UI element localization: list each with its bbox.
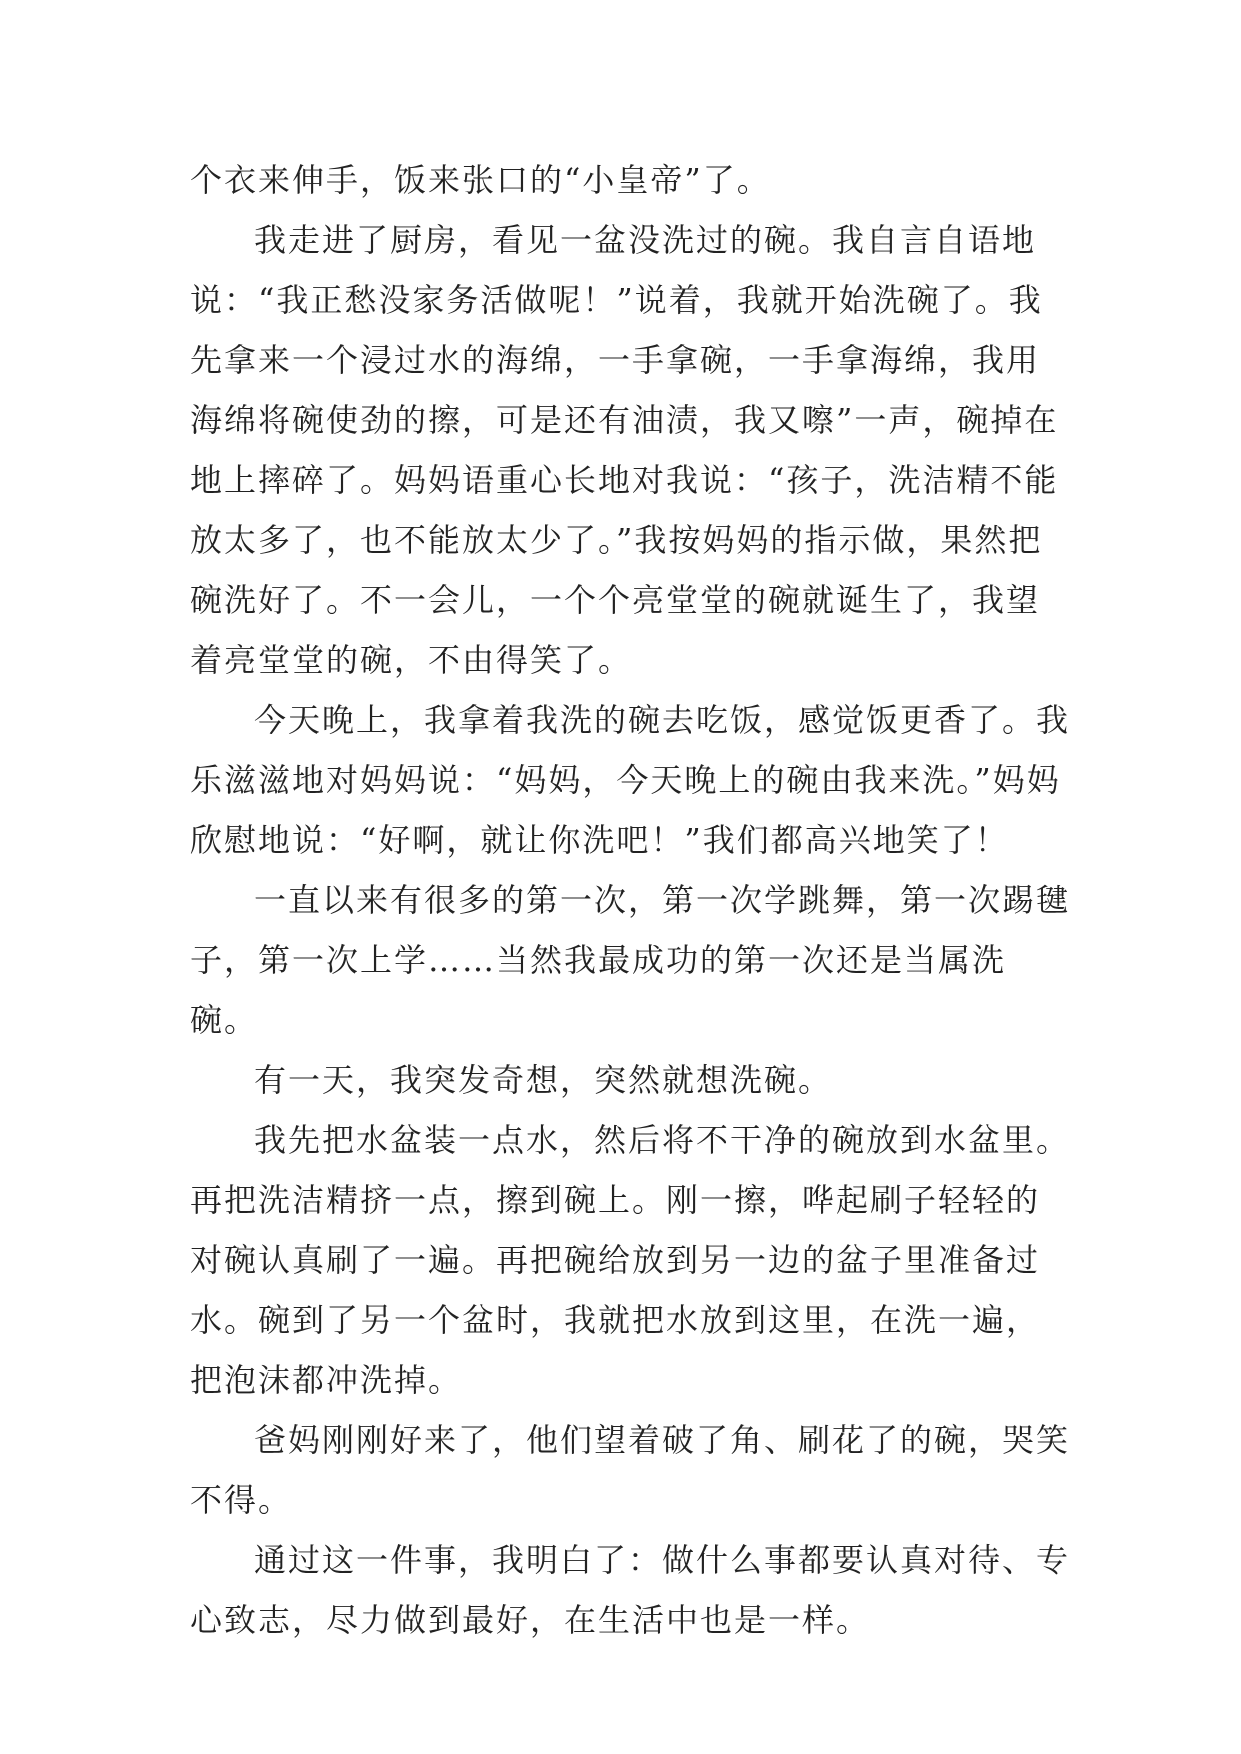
paragraph-6: 我先把水盆装一点水，然后将不干净的碗放到水盆里。再把洗洁精挤一点，擦到碗上。刚一擦，哗起刷子轻轻的对碗认真刷了一遍。再把碗给放到另一边的盆子里准备过水。碗到了另一个盆时，我就把水放到这里，在洗一遍，把泡沫都冲洗掉。: [190, 1121, 1071, 1399]
paragraph-8: 通过这一件事，我明白了：做什么事都要认真对待、专心致志，尽力做到最好，在生活中也是一样。: [190, 1541, 1071, 1639]
paragraph-2: 我走进了厨房，看见一盆没洗过的碗。我自言自语地说：“我正愁没家务活做呢！”说着，我就开始洗碗了。我先拿来一个浸过水的海绵，一手拿碗，一手拿海绵，我用海绵将碗使劲的擦，可是还有油渍，我又嚓”一声，碗掉在地上摔碎了。妈妈语重心长地对我说：“孩子，洗洁精不能放太多了，也不能放太少了。”我按妈妈的指示做，果然把碗洗好了。不一会儿，一个个亮堂堂的碗就诞生了，我望着亮堂堂的碗，不由得笑了。: [190, 221, 1059, 679]
paragraph-5: 有一天，我突发奇想，突然就想洗碗。: [254, 1061, 833, 1099]
paragraph-7: 爸妈刚刚好来了，他们望着破了角、刷花了的碗，哭笑不得。: [190, 1421, 1071, 1519]
paragraph-4: 一直以来有很多的第一次，第一次学跳舞，第一次踢毽子，第一次上学……当然我最成功的第一次还是当属洗碗。: [190, 881, 1071, 1039]
document-page: [190, 150, 1070, 1650]
paragraph-1: 个衣来伸手，饭来张口的“小皇帝”了。: [190, 161, 771, 199]
paragraph-3: 今天晚上，我拿着我洗的碗去吃饭，感觉饭更香了。我乐滋滋地对妈妈说：“妈妈，今天晚上的碗由我来洗。”妈妈欣慰地说：“好啊，就让你洗吧！”我们都高兴地笑了！: [190, 701, 1071, 859]
